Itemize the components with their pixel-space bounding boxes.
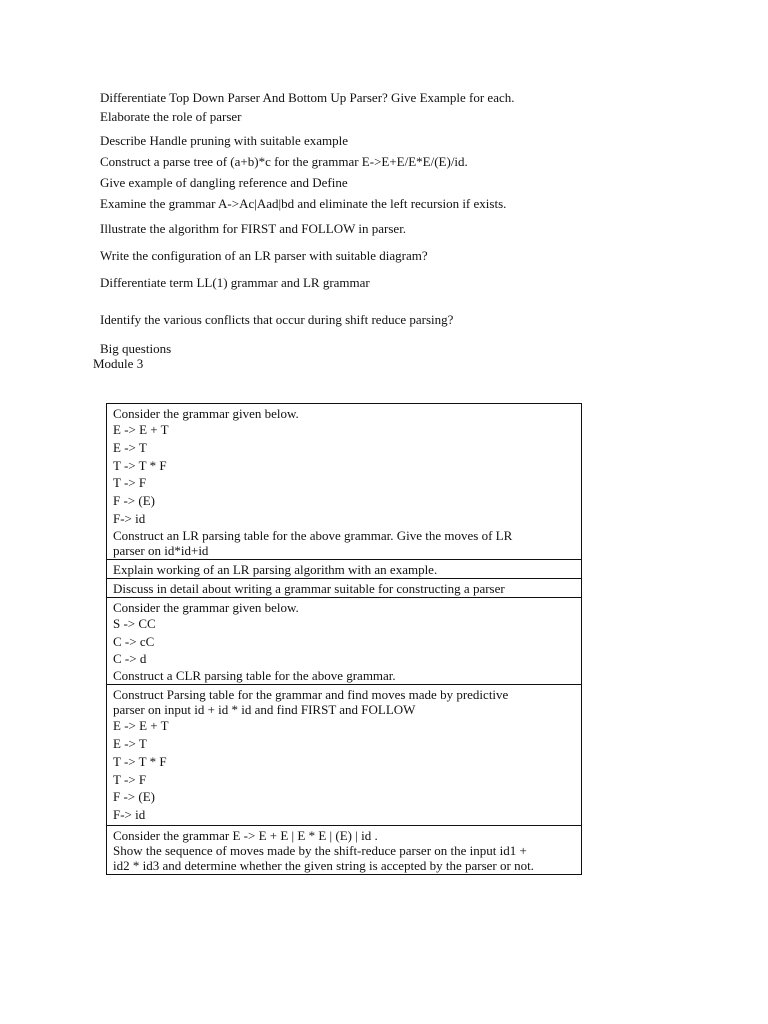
table-row [107,559,582,578]
question-1: Differentiate Top Down Parser And Bottom Up Parser? Give Example for each. [100,90,515,105]
question-9: Differentiate term LL(1) grammar and LR grammar [100,275,370,290]
grammar-rule: E -> E + T [113,718,169,734]
question-4: Construct a parse tree of (a+b)*c for the grammar E->E+E/E*E/(E)/id. [100,154,468,169]
question-text: parser on input id + id * id and find FIRST and FOLLOW [113,702,416,718]
grammar-rule: F-> id [113,510,146,526]
module-heading: Module 3 [93,356,144,371]
grammar-rule: F-> id [113,807,146,823]
table-row [107,404,582,560]
grammar-rule: S -> CC [113,615,156,631]
grammar-rule: F -> (E) [113,493,155,509]
grammar-rule: E -> T [113,735,147,751]
question-7: Illustrate the algorithm for FIRST and FOLLOW in parser. [100,221,407,236]
table-row [107,597,582,684]
grammar-rule: T -> F [113,475,147,491]
grammar-rule: E -> T [113,439,147,455]
grammar-rule: F -> (E) [113,789,155,805]
table-cell [107,597,582,684]
grammar-rule: C -> cC [113,633,155,649]
table-cell [107,404,582,560]
table-cell [107,559,582,578]
grammar-intro: Consider the grammar given below. [113,599,299,615]
big-questions-table [106,403,582,875]
question-text: id2 * id3 and determine whether the given string is accepted by the parser or not. [113,857,534,873]
grammar-rule: T -> T * F [113,753,167,769]
question-text: Construct an LR parsing table for the above grammar. Give the moves of LR [113,527,513,543]
table-row [107,825,582,874]
table-cell [107,825,582,874]
grammar-rule: T -> F [113,771,147,787]
table-cell [107,685,582,826]
question-8: Write the configuration of an LR parser with suitable diagram? [100,248,428,263]
grammar-rule: E -> E + T [113,422,169,437]
table-cell [107,578,582,597]
question-text: Construct Parsing table for the grammar and find moves made by predictive [113,687,509,703]
grammar-rule: C -> d [113,651,147,667]
grammar-rule: T -> T * F [113,457,167,473]
question-6: Examine the grammar A->Ac|Aad|bd and eliminate the left recursion if exists. [100,196,507,211]
big-questions-heading: Big questions [100,341,172,356]
question-2: Elaborate the role of parser [100,109,242,124]
table-row [107,685,582,826]
grammar-intro: Consider the grammar given below. [113,406,299,421]
question-3: Describe Handle pruning with suitable example [100,133,349,148]
question-text: parser on id*id+id [113,542,209,558]
question-text: Explain working of an LR parsing algorithm with an example. [113,561,438,577]
question-text: Construct a CLR parsing table for the above grammar. [113,668,396,684]
question-text: Consider the grammar E -> E + E | E * E | (E) | id . [113,827,378,843]
question-5: Give example of dangling reference and Define [100,175,348,190]
question-text: Show the sequence of moves made by the shift-reduce parser on the input id1 + [113,842,527,858]
question-text: Discuss in detail about writing a grammar suitable for constructing a parser [113,580,505,596]
question-10: Identify the various conflicts that occur during shift reduce parsing? [100,312,454,327]
table-row [107,578,582,597]
